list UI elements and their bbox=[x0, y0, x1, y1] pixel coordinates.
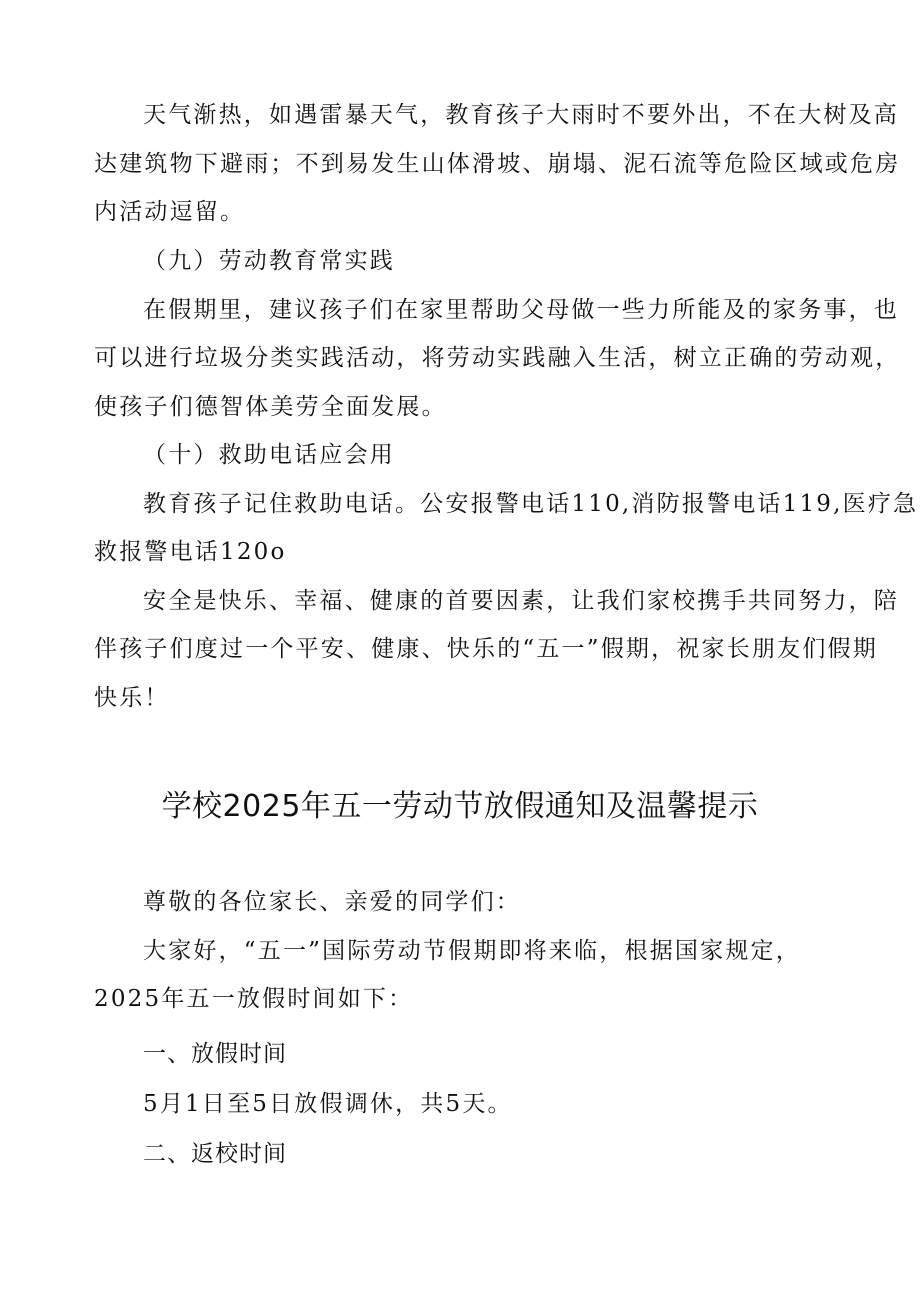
paragraph-labor-line-1: 在假期里，建议孩子们在家里帮助父母做一些力所能及的家务事，也 bbox=[143, 297, 899, 323]
section-1-text: 5月1日至5日放假调休，共5天。 bbox=[143, 1091, 513, 1117]
paragraph-closing-line-2: 伴孩子们度过一个平安、健康、快乐的“五一”假期，祝家长朋友们假期 bbox=[94, 636, 878, 662]
paragraph-closing-line-3: 快乐！ bbox=[94, 685, 170, 711]
paragraph-emergency-line-1: 教育孩子记住救助电话。公安报警电话110,消防报警电话119,医疗急 bbox=[143, 491, 919, 517]
intro-line-2: 2025年五一放假时间如下： bbox=[94, 986, 414, 1012]
intro-line-1: 大家好，“五一”国际劳动节假期即将来临，根据国家规定， bbox=[143, 938, 801, 964]
heading-item-10: （十）救助电话应会用 bbox=[143, 442, 395, 468]
paragraph-labor-line-3: 使孩子们德智体美劳全面发展。 bbox=[94, 394, 447, 420]
paragraph-weather-line-3: 内活动逗留。 bbox=[94, 199, 246, 225]
notice-title: 学校2025年五一劳动节放假通知及温馨提示 bbox=[161, 789, 759, 824]
paragraph-weather-line-1: 天气渐热，如遇雷暴天气，教育孩子大雨时不要外出，不在大树及高 bbox=[143, 102, 899, 128]
paragraph-emergency-line-2: 救报警电话120o bbox=[94, 539, 287, 565]
section-2-heading: 二、返校时间 bbox=[143, 1141, 287, 1167]
paragraph-labor-line-2: 可以进行垃圾分类实践活动，将劳动实践融入生活，树立正确的劳动观， bbox=[94, 345, 901, 371]
heading-item-9: （九）劳动教育常实践 bbox=[143, 248, 395, 274]
greeting: 尊敬的各位家长、亲爱的同学们： bbox=[143, 889, 521, 915]
paragraph-closing-line-1: 安全是快乐、幸福、健康的首要因素，让我们家校携手共同努力，陪 bbox=[143, 588, 899, 614]
section-1-heading: 一、放假时间 bbox=[143, 1041, 287, 1067]
paragraph-weather-line-2: 达建筑物下避雨；不到易发生山体滑坡、崩塌、泥石流等危险区域或危房 bbox=[94, 151, 901, 177]
